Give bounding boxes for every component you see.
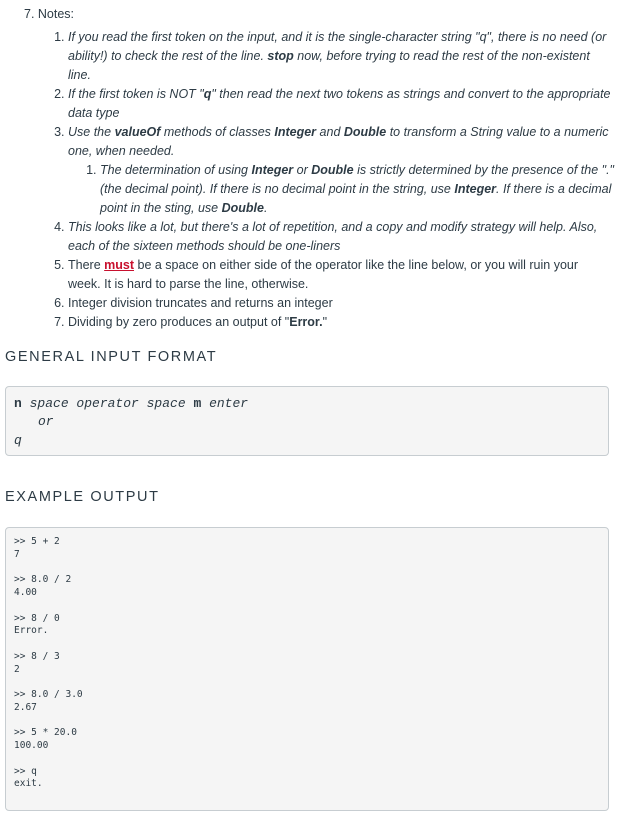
note-text-segment: Use the xyxy=(68,125,115,139)
note-item-6 xyxy=(68,294,614,313)
notes-title: 7. Notes: xyxy=(24,7,75,21)
note-text-segment: must xyxy=(104,258,135,272)
note-text-segment: Integer xyxy=(251,163,294,177)
note-text-segment: The determination of using xyxy=(100,163,252,177)
input-format-middle: space operator space xyxy=(21,396,194,411)
note-text-segment: be a space on either side of the operator like the line below, or you will ruin your week. It is hard to parse the line, otherwise. xyxy=(68,258,579,291)
note-text-segment: Double xyxy=(221,201,264,215)
note-item-4 xyxy=(68,218,614,256)
note-text-segment: stop xyxy=(267,49,294,63)
note-text-segment: and xyxy=(316,125,344,139)
note-text-segment: Double xyxy=(343,125,387,139)
note-item-2 xyxy=(68,85,614,123)
note-text-segment: . xyxy=(263,201,268,215)
note-text-segment: " then read the next two tokens as strings and convert to the appropriate data type xyxy=(68,87,611,120)
note-text-segment: Integer xyxy=(274,125,317,139)
note-text-segment: Dividing by zero produces an output of " xyxy=(68,315,290,329)
note-item-3 xyxy=(68,123,614,218)
example-output-heading: EXAMPLE OUTPUT xyxy=(5,489,160,505)
note-subitem-1 xyxy=(100,161,614,218)
note-text-segment: Double xyxy=(311,163,354,177)
input-format-q: q xyxy=(14,433,22,448)
note-text-segment: now, before trying to read the rest of the non-existent line. xyxy=(68,49,590,82)
note-text-segment: Integer division truncates and returns an integer xyxy=(68,296,333,310)
note-text-segment: q xyxy=(203,87,212,101)
notes-list xyxy=(24,28,614,332)
note-item-5 xyxy=(68,256,614,294)
note-item-7 xyxy=(68,313,614,332)
note-text-segment: is strictly determined by the presence of the "." (the decimal point). If there is no decimal point in the string, use xyxy=(100,163,614,196)
input-format-enter: enter xyxy=(201,396,249,411)
note-text-segment: . If there is a decimal point in the sting, use xyxy=(100,182,612,215)
note-text-segment: valueOf xyxy=(114,125,161,139)
input-format-or: or xyxy=(38,414,54,429)
note-text-segment: If the first token is NOT " xyxy=(68,87,204,101)
note-text-segment: Error. xyxy=(289,315,323,329)
note-text-segment: There xyxy=(68,258,105,272)
notes-section xyxy=(24,5,614,332)
note-sublist xyxy=(68,161,614,218)
input-format-n: n xyxy=(14,396,22,411)
input-format-heading: GENERAL INPUT FORMAT xyxy=(5,349,218,365)
input-format-m: m xyxy=(193,396,202,411)
note-text-segment: methods of classes xyxy=(160,125,275,139)
note-text-segment: to transform a String value to a numeric one, when needed. xyxy=(68,125,609,158)
note-text-segment: Integer xyxy=(454,182,497,196)
note-text-segment: This looks like a lot, but there's a lot of repetition, and a copy and modify strategy will help. Also, each of the sixteen methods should be one-liners xyxy=(68,220,598,253)
example-output-text: >> 5 + 2 7 >> 8.0 / 2 4.00 >> 8 / 0 Error. >> 8 / 3 2 >> 8.0 / 3.0 2.67 >> 5 * 20.0 100.00 >> q exit. xyxy=(14,536,83,790)
example-output-box xyxy=(5,527,609,811)
note-item-1 xyxy=(68,28,614,85)
note-text-segment: or xyxy=(293,163,312,177)
input-format-box xyxy=(5,386,609,456)
note-text-segment: If you read the first token on the input, and it is the single-character string "q", there is no need (or ability!) to check the rest of the line. xyxy=(68,30,607,63)
input-format-line-1 xyxy=(14,396,248,411)
note-text-segment: " xyxy=(322,315,328,329)
